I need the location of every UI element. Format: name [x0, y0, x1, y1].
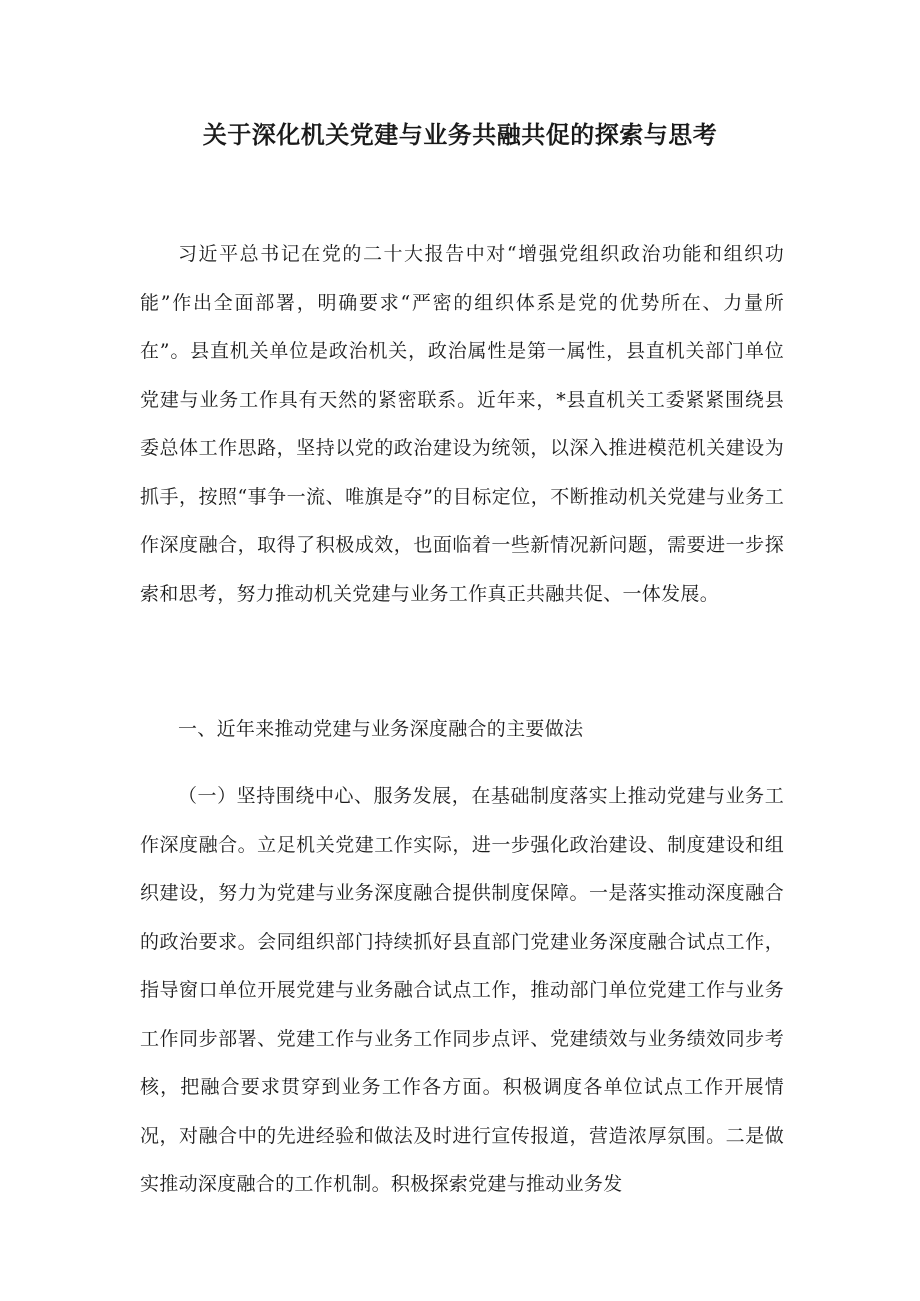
section-heading: 一、近年来推动党建与业务深度融合的主要做法 [178, 718, 584, 740]
document-title: 关于深化机关党建与业务共融共促的探索与思考 [202, 121, 718, 149]
section-paragraph: （一）坚持围绕中心、服务发展，在基础制度落实上推动党建与业务工作深度融合。立足机关党建工作实际，进一步强化政治建设、制度建设和组织建设，努力为党建与业务深度融合提供制度保障。一是落实推动深度融合的政治要求。会同组织部门持续抓好县直部门党建业务深度融合试点工作，指导窗口单位开展党建与业务融合试点工作，推动部门单位党建工作与业务工作同步部署、党建工作与业务工作同步点评、党建绩效与业务绩效同步考核，把融合要求贯穿到业务工作各方面。积极调度各单位试点工作开展情况，对融合中的先进经验和做法及时进行宣传报道，营造浓厚氛围。二是做实推动深度融合的工作机制。积极探索党建与推动业务发 [140, 785, 784, 1195]
intro-paragraph: 习近平总书记在党的二十大报告中对“增强党组织政治功能和组织功能”作出全面部署，明确要求“严密的组织体系是党的优势所在、力量所在”。县直机关单位是政治机关，政治属性是第一属性，县直机关部门单位党建与业务工作具有天然的紧密联系。近年来，*县直机关工委紧紧围绕县委总体工作思路，坚持以党的政治建设为统领，以深入推进模范机关建设为抓手，按照“事争一流、唯旗是夺”的目标定位，不断推动机关党建与业务工作深度融合，取得了积极成效，也面临着一些新情况新问题，需要进一步探索和思考，努力推动机关党建与业务工作真正共融共促、一体发展。 [140, 243, 784, 605]
